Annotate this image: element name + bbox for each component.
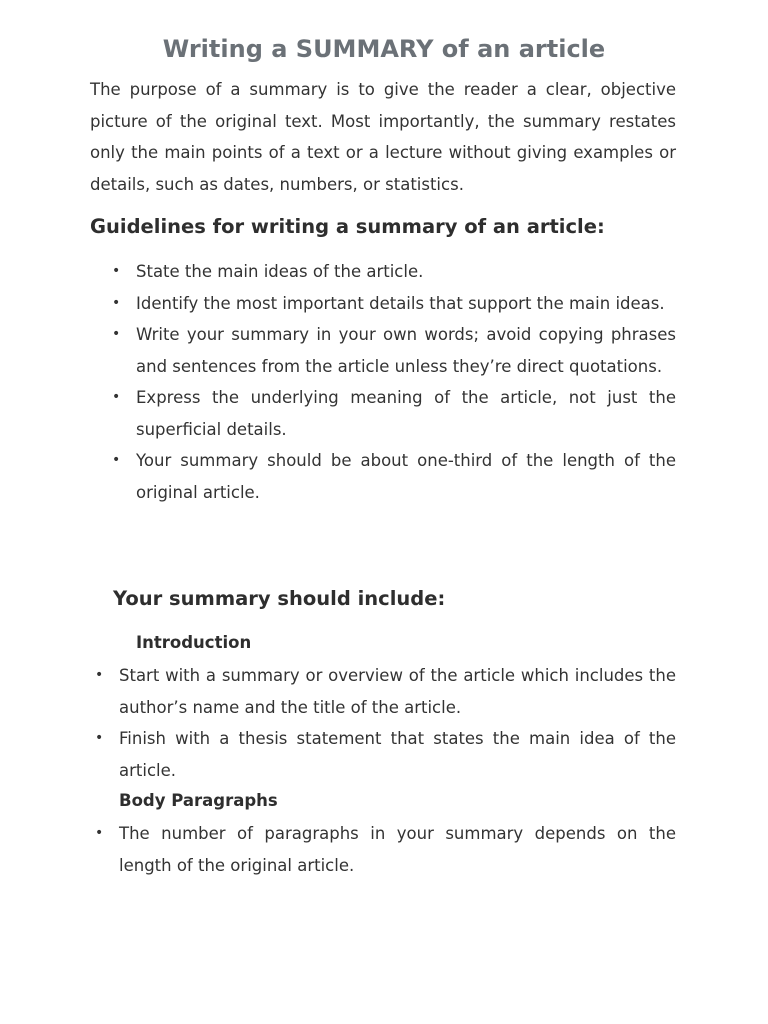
bullet-icon: • [112,326,121,342]
list-item-text: Start with a summary or overview of the article which includes the author’s name and the title of the article. [119,666,676,717]
bullet-icon: • [95,730,104,746]
guidelines-list [112,256,676,508]
bullet-icon: • [112,263,121,279]
introduction-list [95,660,676,786]
intro-paragraph: The purpose of a summary is to give the reader a clear, objective picture of the original text. Most importantly, the summary restates only the main points of a text or a lecture without giving examples or details, such as dates, numbers, or statistics. [90,80,676,194]
list-item [112,445,676,508]
list-item-text: Express the underlying meaning of the article, not just the superficial details. [136,388,676,439]
list-item [112,288,676,320]
list-item-text: Identify the most important details that support the main ideas. [136,293,665,313]
list-item [112,319,676,382]
bullet-icon: • [95,667,104,683]
list-item [112,382,676,445]
list-item [112,256,676,288]
list-item [95,723,676,786]
list-item-text: Finish with a thesis statement that states the main idea of the article. [119,729,676,780]
body-paragraphs-heading: Body Paragraphs [119,791,278,810]
guidelines-heading: Guidelines for writing a summary of an article: [90,215,605,238]
list-item [95,818,676,881]
list-item-text: State the main ideas of the article. [136,262,424,281]
body-paragraphs-list [95,818,676,881]
bullet-icon: • [112,389,121,405]
list-item-text: Write your summary in your own words; avoid copying phrases and sentences from the article unless they’re direct quotations. [136,325,676,376]
list-item-text: Your summary should be about one-third of the length of the original article. [136,451,676,502]
list-item-text: The number of paragraphs in your summary depends on the length of the original article. [119,824,676,875]
introduction-heading: Introduction [136,633,252,652]
include-heading: Your summary should include: [113,587,446,610]
bullet-icon: • [112,294,121,311]
bullet-icon: • [95,825,104,841]
page-title: Writing a SUMMARY of an article [162,35,606,63]
list-item [95,660,676,723]
bullet-icon: • [112,452,121,468]
